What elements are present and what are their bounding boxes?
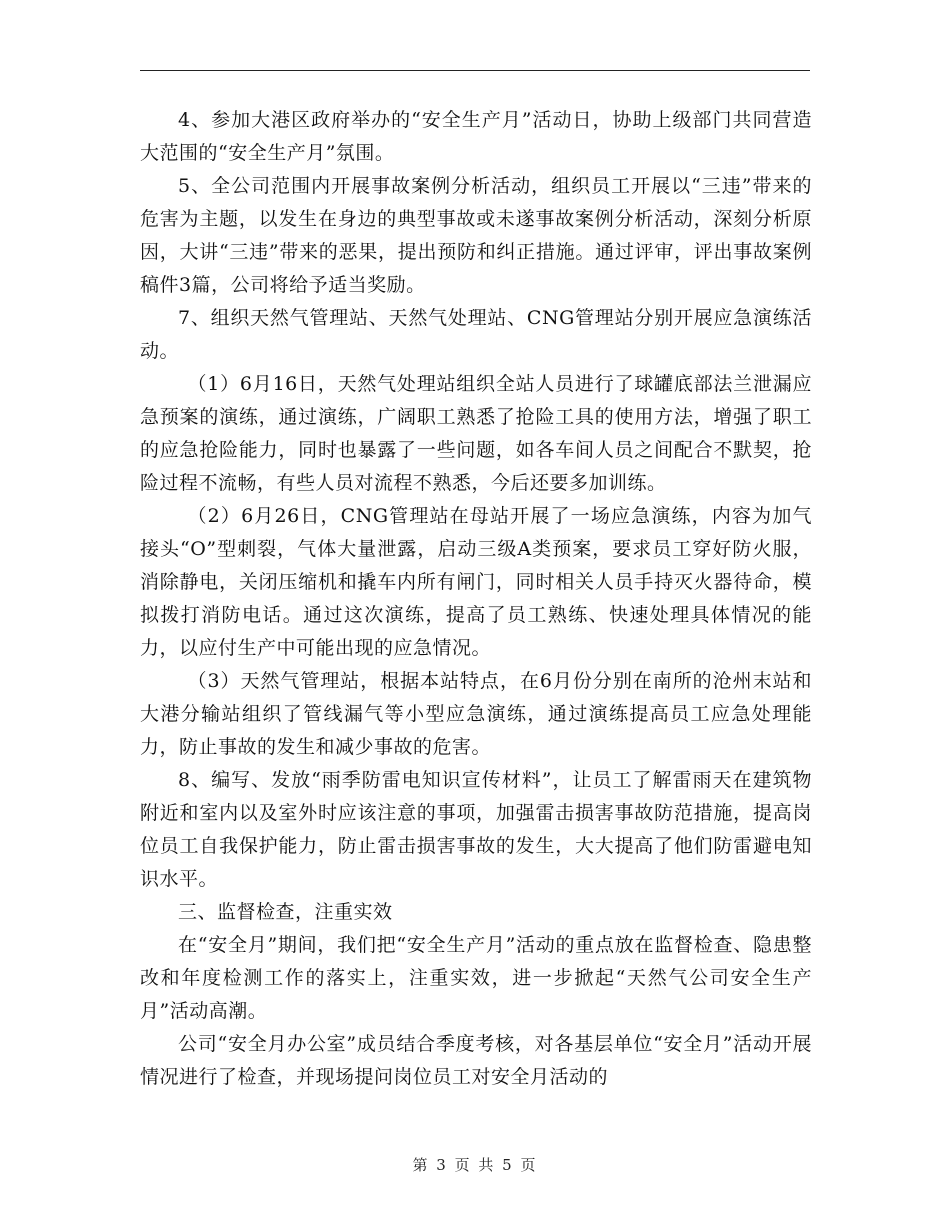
paragraph-inspection: 公司“安全月办公室”成员结合季度考核，对各基层单位“安全月”活动开展情况进行了检查，并现场提问岗位员工对安全月活动的 <box>140 1033 812 1088</box>
section-heading-3: 三、监督检查，注重实效 <box>178 901 393 923</box>
page-number: 第 3 页 共 5 页 <box>412 1156 538 1174</box>
document-body <box>140 104 812 1094</box>
paragraph-safety-month: 在“安全月”期间，我们把“安全生产月”活动的重点放在监督检查、隐患整改和年度检测工作的落实上，注重实效，进一步掀起“天然气公司安全生产月”活动高潮。 <box>140 934 812 1022</box>
header-rule <box>140 70 810 71</box>
paragraph-item-4: 4、参加大港区政府举办的“安全生产月”活动日，协助上级部门共同营造大范围的“安全生产月”氛围。 <box>140 109 812 164</box>
paragraph-drill-2: （2）6月26日，CNG管理站在母站开展了一场应急演练，内容为加气接头“O”型刺裂，气体大量泄露，启动三级A类预案，要求员工穿好防火服，消除静电，关闭压缩机和撬车内所有闸门，同时相关人员手持灭火器待命，模拟拨打消防电话。通过这次演练，提高了员工熟练、快速处理具体情况的能力，以应付生产中可能出现的应急情况。 <box>140 505 812 659</box>
paragraph-item-5: 5、全公司范围内开展事故案例分析活动，组织员工开展以“三违”带来的危害为主题，以发生在身边的典型事故或未遂事故案例分析活动，深刻分析原因，大讲“三违”带来的恶果，提出预防和纠正措施。通过评审，评出事故案例稿件3篇，公司将给予适当奖励。 <box>140 175 812 296</box>
paragraph-drill-3: （3）天然气管理站，根据本站特点，在6月份分别在南所的沧州末站和大港分输站组织了管线漏气等小型应急演练，通过演练提高员工应急处理能力，防止事故的发生和减少事故的危害。 <box>140 670 812 758</box>
paragraph-drill-1: （1）6月16日，天然气处理站组织全站人员进行了球罐底部法兰泄漏应急预案的演练，通过演练，广阔职工熟悉了抢险工具的使用方法，增强了职工的应急抢险能力，同时也暴露了一些问题，如各车间人员之间配合不默契，抢险过程不流畅，有些人员对流程不熟悉，今后还要多加训练。 <box>140 373 812 494</box>
paragraph-item-8: 8、编写、发放“雨季防雷电知识宣传材料”，让员工了解雷雨天在建筑物附近和室内以及室外时应该注意的事项，加强雷击损害事故防范措施，提高岗位员工自我保护能力，防止雷击损害事故的发生，大大提高了他们防雷避电知识水平。 <box>140 769 812 890</box>
paragraph-item-7: 7、组织天然气管理站、天然气处理站、CNG管理站分别开展应急演练活动。 <box>140 307 812 362</box>
